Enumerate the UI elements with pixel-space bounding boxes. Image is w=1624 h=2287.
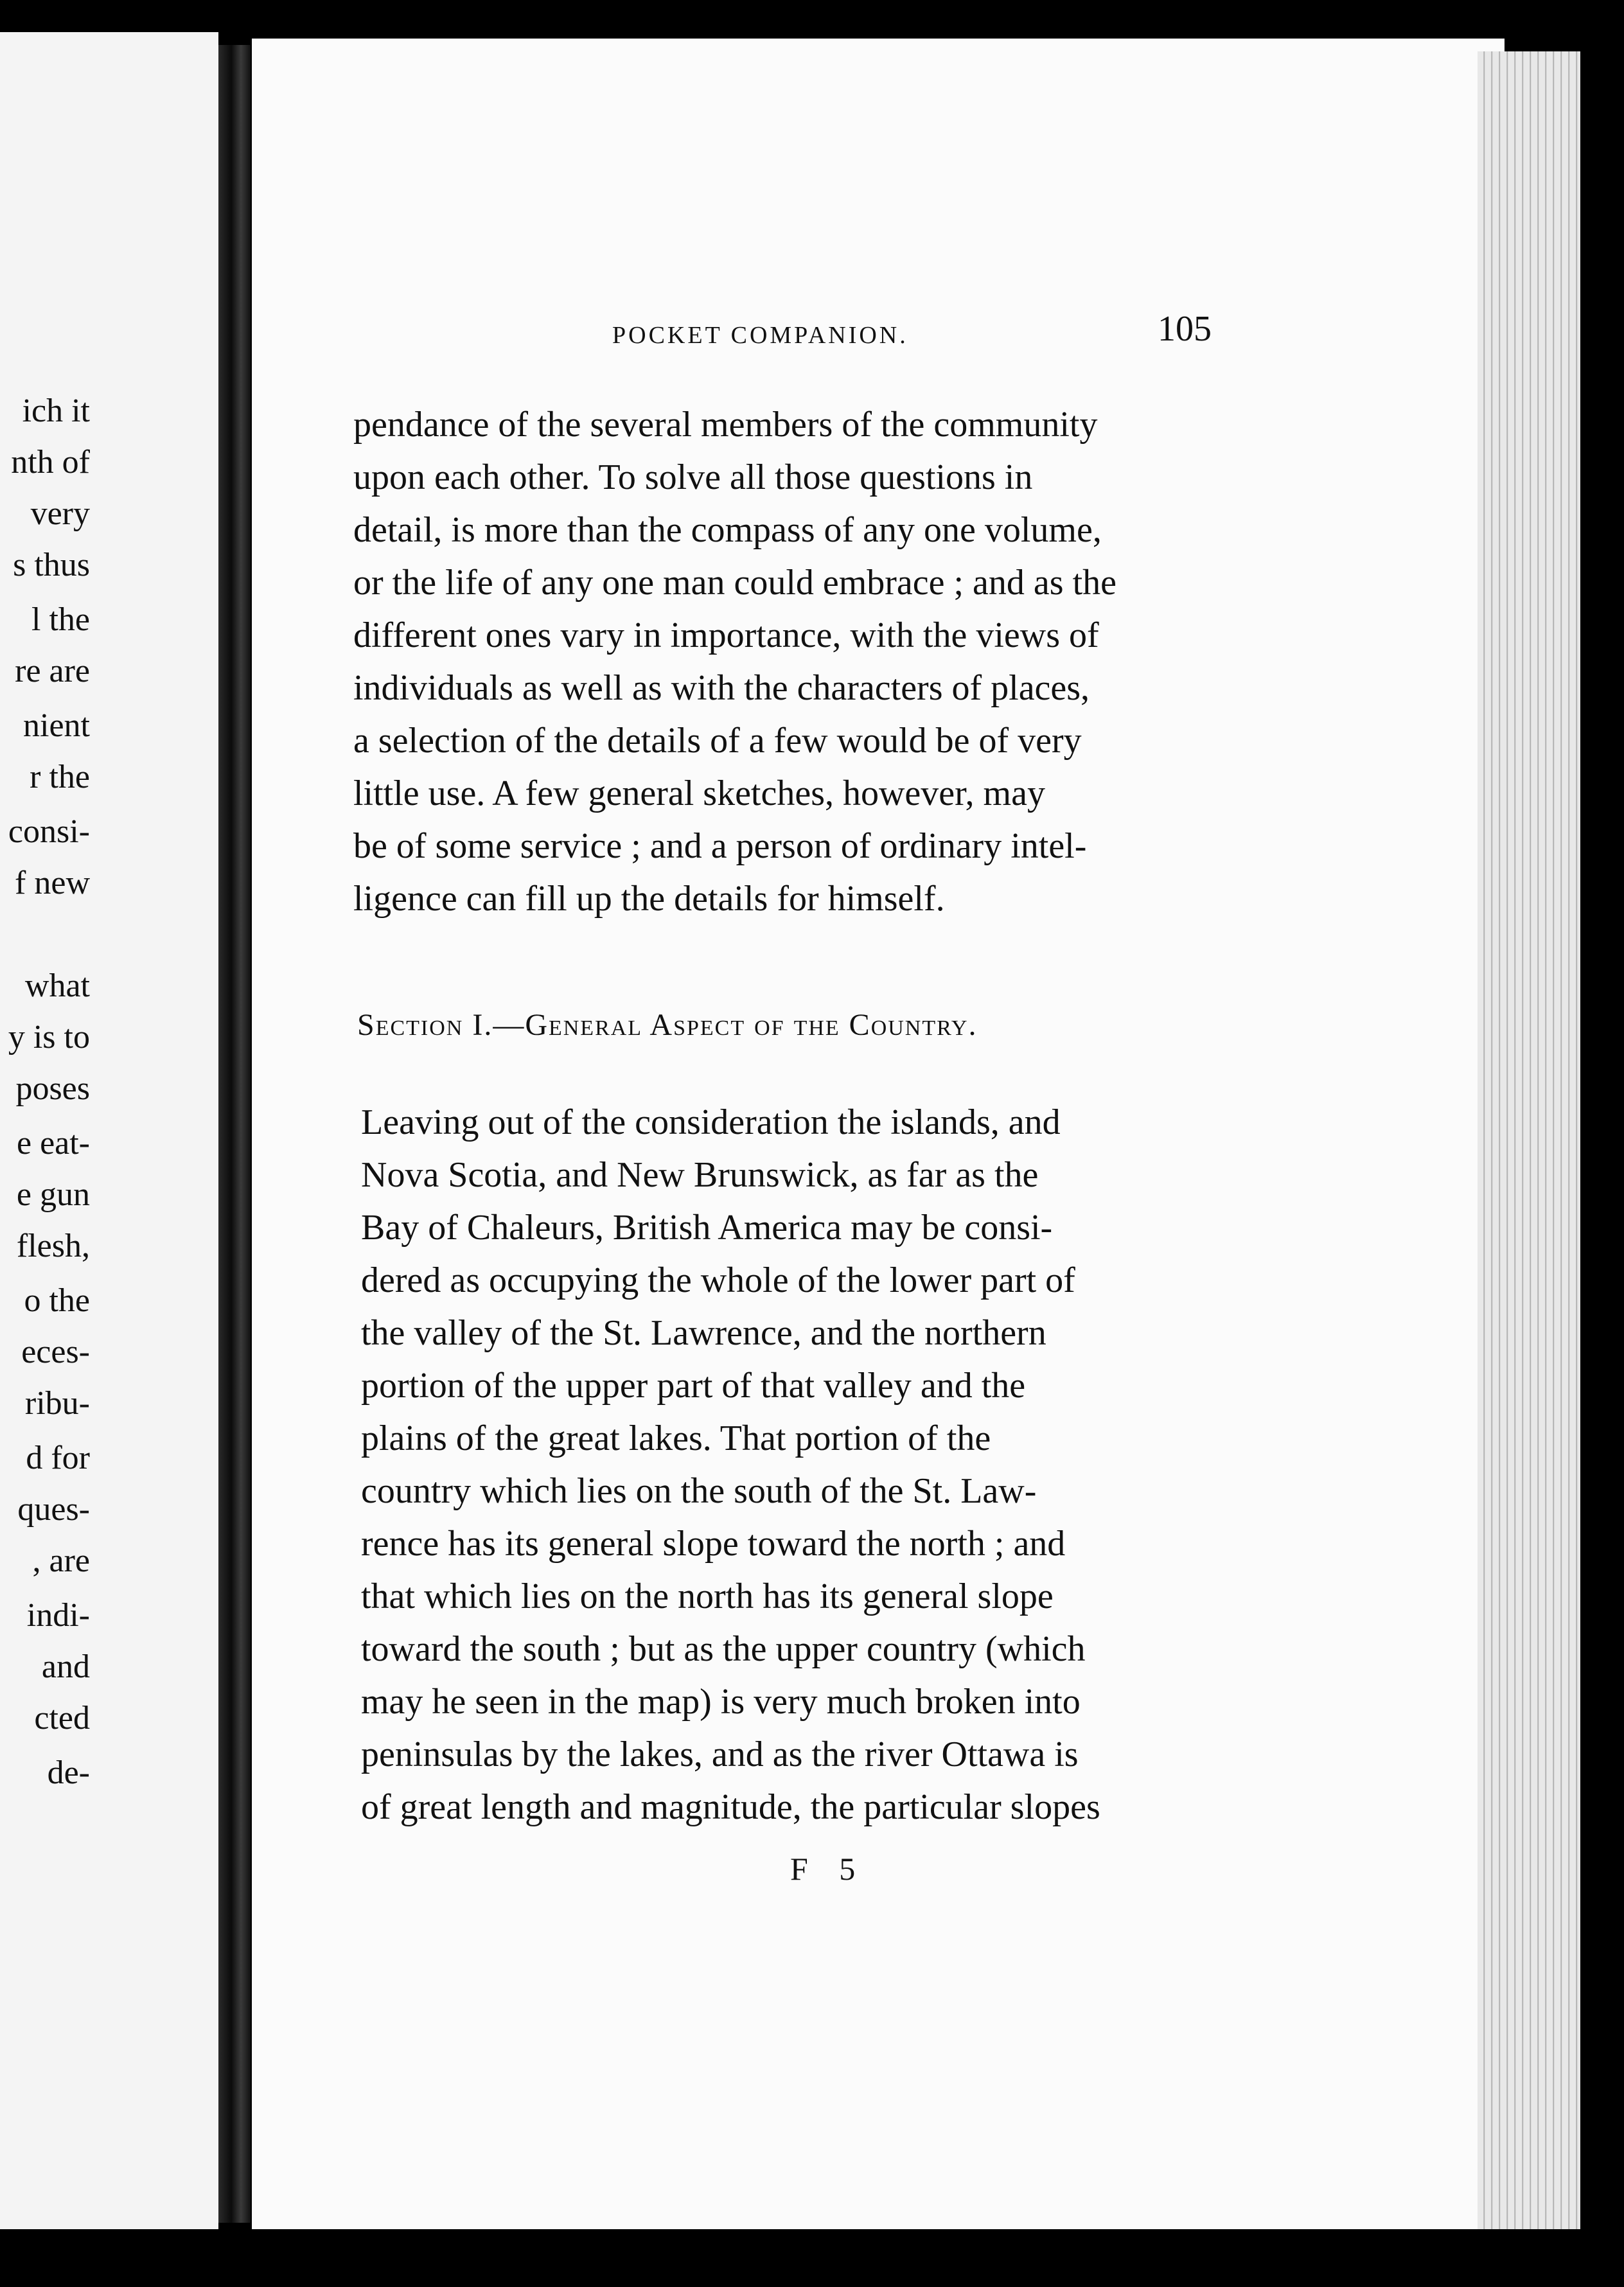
left-text-fragment: nient (23, 707, 90, 744)
section-heading: Section I.—General Aspect of the Country. (357, 1008, 978, 1042)
left-text-fragment: s thus (13, 547, 90, 583)
text-line: upon each other. To solve all those questions in (353, 457, 1033, 497)
left-text-fragment: l the (31, 601, 90, 638)
text-line: Leaving out of the consideration the islands, and (361, 1102, 1061, 1142)
left-text-fragment: what (24, 967, 90, 1004)
left-text-fragment: , are (32, 1542, 90, 1579)
text-line: country which lies on the south of the St. Law- (361, 1471, 1037, 1511)
left-text-fragment: consi- (8, 813, 90, 850)
text-line: toward the south ; but as the upper country (which (361, 1629, 1086, 1669)
text-line: Bay of Chaleurs, British America may be consi- (361, 1208, 1053, 1248)
text-line: portion of the upper part of that valley and the (361, 1366, 1026, 1406)
left-text-fragment: indi- (26, 1597, 90, 1634)
text-line: that which lies on the north has its general slope (361, 1576, 1054, 1616)
text-line: ligence can fill up the details for himself. (353, 879, 945, 919)
left-text-fragment: and (41, 1648, 90, 1685)
text-line: detail, is more than the compass of any one volume, (353, 510, 1102, 550)
text-line: may he seen in the map) is very much broken into (361, 1682, 1081, 1722)
left-text-fragment: ribu- (24, 1385, 90, 1422)
text-line: individuals as well as with the characters of places, (353, 668, 1090, 708)
text-line: pendance of the several members of the community (353, 405, 1098, 445)
running-title: POCKET COMPANION. (612, 322, 908, 349)
left-text-fragment: d for (26, 1440, 90, 1476)
page-number: 105 (1158, 309, 1212, 349)
text-line: Nova Scotia, and New Brunswick, as far as the (361, 1155, 1039, 1195)
left-text-fragment: de- (47, 1754, 90, 1791)
left-text-fragment: cted (34, 1700, 90, 1736)
text-line: peninsulas by the lakes, and as the river Ottawa is (361, 1735, 1079, 1774)
left-text-fragment: nth of (11, 444, 90, 481)
left-text-fragment: re are (15, 653, 90, 689)
text-line: plains of the great lakes. That portion of the (361, 1418, 991, 1458)
left-text-fragment: flesh, (16, 1228, 90, 1264)
paragraph-2 (361, 1096, 1225, 1833)
signature-mark: F 5 (790, 1851, 867, 1887)
text-line: little use. A few general sketches, however, may (353, 773, 1045, 813)
left-text-fragment: ich it (22, 393, 90, 429)
left-text-fragment: o the (24, 1282, 90, 1319)
text-line: be of some service ; and a person of ordinary intel- (353, 826, 1087, 866)
text-line: a selection of the details of a few would be of very (353, 721, 1082, 761)
text-line: dered as occupying the whole of the lower part of (361, 1260, 1075, 1300)
text-line: of great length and magnitude, the particular slopes (361, 1787, 1100, 1827)
text-line: different ones vary in importance, with the views of (353, 615, 1099, 655)
left-text-fragment: ques- (17, 1491, 90, 1528)
left-text-fragment: f new (15, 865, 90, 901)
text-line: the valley of the St. Lawrence, and the northern (361, 1313, 1046, 1353)
text-line: rence has its general slope toward the north ; and (361, 1524, 1066, 1564)
left-text-fragment: eces- (21, 1334, 90, 1370)
paragraph-1 (353, 398, 1214, 925)
book-gutter (218, 45, 251, 2223)
left-text-fragment: y is to (8, 1019, 90, 1055)
page-edges (1478, 51, 1580, 2229)
left-text-fragment: poses (15, 1070, 90, 1107)
left-text-fragment: e eat- (16, 1125, 90, 1161)
left-text-fragment: e gun (16, 1176, 90, 1213)
left-page (0, 32, 218, 2229)
text-line: or the life of any one man could embrace ; and as the (353, 563, 1116, 603)
left-text-fragment: very (30, 495, 90, 532)
left-text-fragment: r the (30, 759, 90, 795)
